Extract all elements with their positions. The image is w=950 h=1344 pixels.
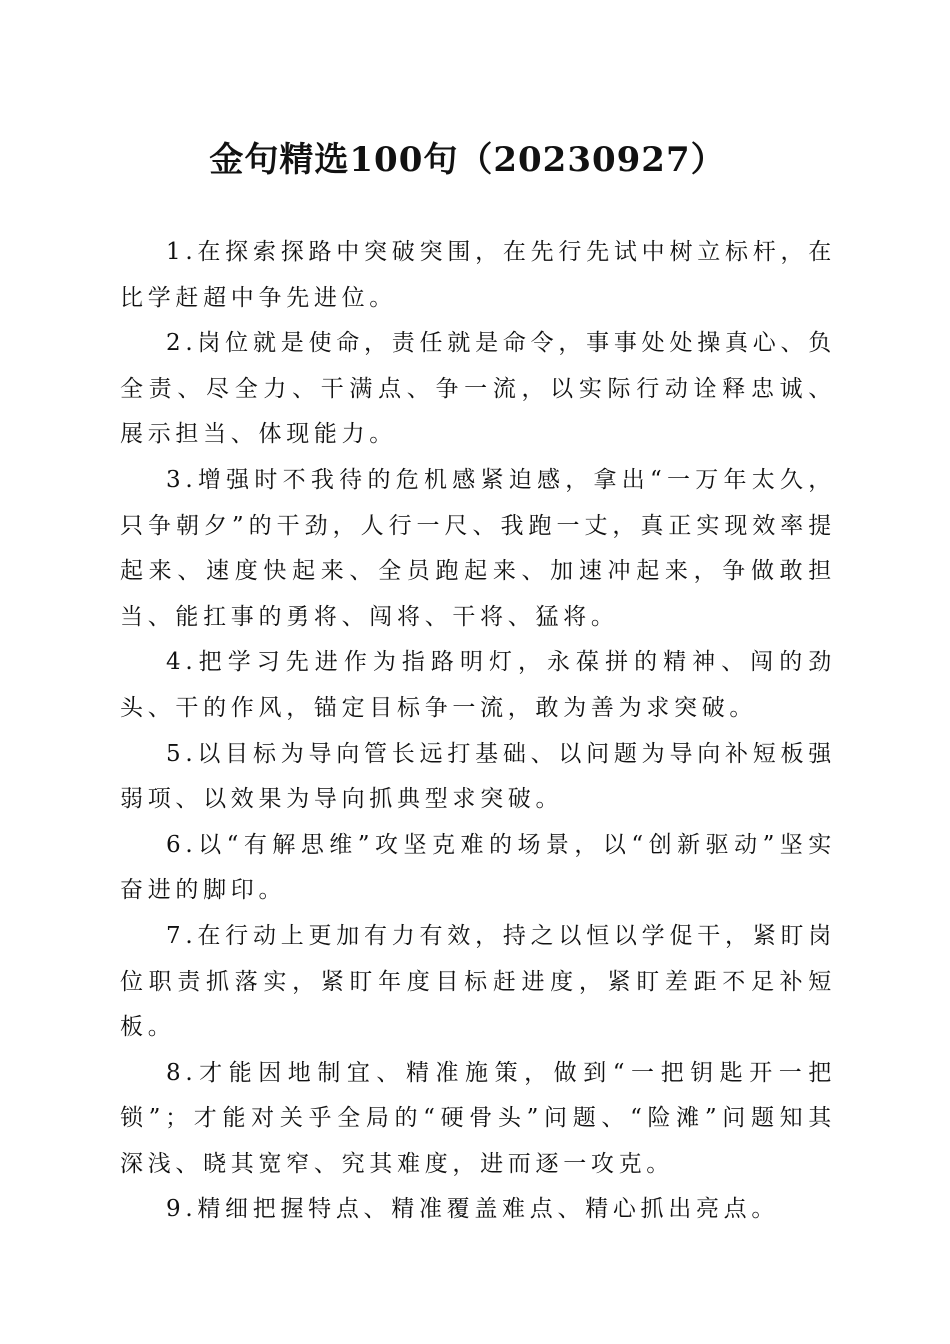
list-item: 3.增强时不我待的危机感紧迫感，拿出“一万年太久，只争朝夕”的干劲，人行一尺、我跑一丈，真正实现效率提起来、速度快起来、全员跑起来、加速冲起来，争做敢担当、能扛事的勇将、闯将、干将、猛将。 [120,466,836,630]
list-item: 5.以目标为导向管长远打基础、以问题为导向补短板强弱项、以效果为导向抓典型求突破。 [120,740,836,813]
list-item: 4.把学习先进作为指路明灯，永葆拼的精神、闯的劲头、干的作风，锚定目标争一流，敢为善为求突破。 [120,649,836,721]
document-title: 金句精选100句（20230927） [209,140,726,180]
list-item: 7.在行动上更加有力有效，持之以恒以学促干，紧盯岗位职责抓落实，紧盯年度目标赶进度，紧盯差距不足补短板。 [120,922,836,1041]
list-item: 2.岗位就是使命，责任就是命令，事事处处操真心、负全责、尽全力、干满点、争一流，以实际行动诠释忠诚、展示担当、体现能力。 [120,330,836,448]
list-item: 1.在探索探路中突破突围，在先行先试中树立标杆，在比学赶超中争先进位。 [120,239,836,311]
list-item: 8.才能因地制宜、精准施策，做到“一把钥匙开一把锁”；才能对关乎全局的“硬骨头”问题、“险滩”问题知其深浅、晓其宽窄、究其难度，进而逐一攻克。 [120,1059,836,1177]
document-body [120,230,836,1233]
list-item: 9.精细把握特点、精准覆盖难点、精心抓出亮点。 [166,1196,780,1223]
list-item: 6.以“有解思维”攻坚克难的场景，以“创新驱动”坚实奋进的脚印。 [120,831,836,904]
